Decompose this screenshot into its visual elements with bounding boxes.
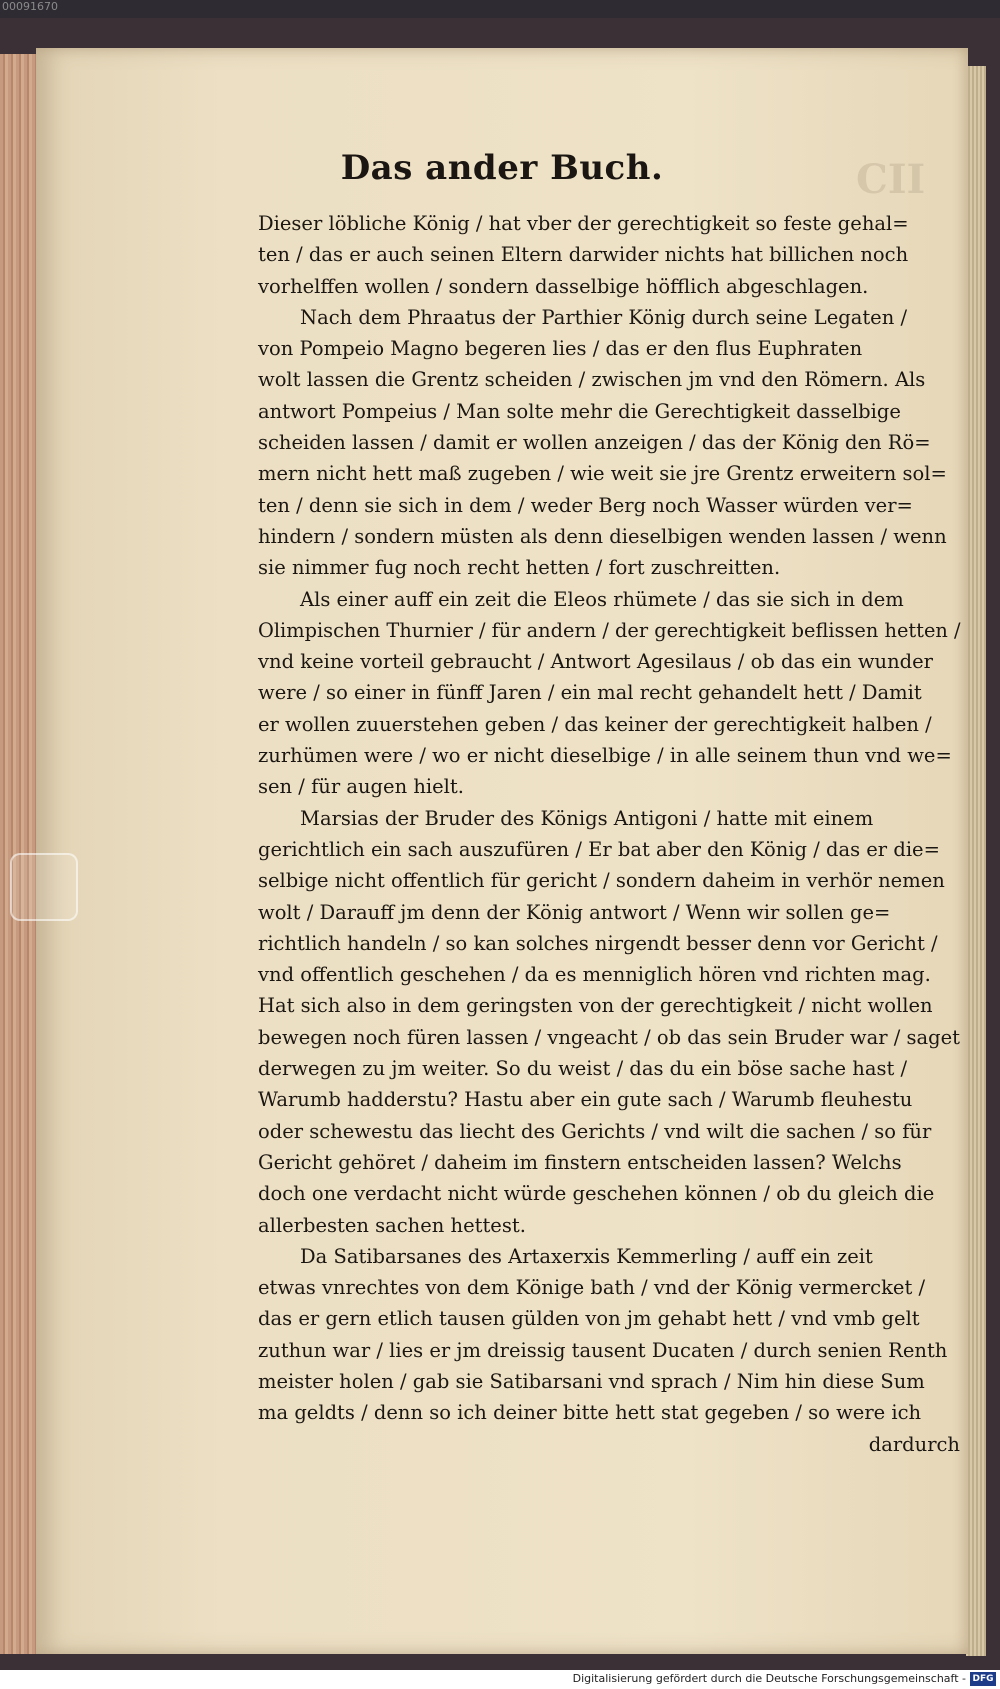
text-line: etwas vnrechtes von dem Könige bath / vnd der König vermercket / <box>258 1276 926 1300</box>
text-line: Als einer auff ein zeit die Eleos rhümete / das sie sich in dem <box>300 587 904 611</box>
text-line: Hat sich also in dem geringsten von der gerechtigkeit / nicht wollen <box>258 994 933 1018</box>
book-page <box>36 48 968 1654</box>
book-scan <box>0 18 1000 1670</box>
scan-id-label: 00091670 <box>2 0 58 13</box>
text-line: hindern / sondern müsten als denn dieselbigen wenden lassen / wenn <box>258 524 947 548</box>
text-line: oder schewestu das liecht des Gerichts / vnd wilt die sachen / so für <box>258 1119 932 1143</box>
text-line: Dieser löbliche König / hat vber der gerechtigkeit so feste gehal= <box>258 212 909 235</box>
text-line: zurhümen were / wo er nicht dieselbige / in alle seinem thun vnd we= <box>258 744 952 768</box>
dfg-logo: DFG <box>970 1672 996 1686</box>
text-line: Marsias der Bruder des Königs Antigoni / hatte mit einem <box>300 806 874 830</box>
text-line: das er gern etlich tausen gülden von jm gehabt hett / vnd vmb gelt <box>258 1307 920 1331</box>
text-line: Gericht gehöret / daheim im finstern entscheiden lassen? Welchs <box>258 1150 902 1174</box>
text-line: wolt / Darauff jm denn der König antwort / Wenn wir sollen ge= <box>258 900 891 924</box>
page-edges-right <box>966 66 986 1656</box>
text-line: derwegen zu jm weiter. So du weist / das du ein böse sache hast / <box>258 1057 908 1081</box>
text-line: bewegen noch füren lassen / vngeacht / ob das sein Bruder war / saget <box>258 1025 960 1049</box>
catchword: dardurch <box>868 1432 960 1456</box>
text-line: selbige nicht offentlich für gericht / sondern daheim in verhör nemen <box>258 869 945 893</box>
text-line: were / so einer in fünff Jaren / ein mal recht gehandelt hett / Damit <box>258 681 922 705</box>
text-line: gerichtlich ein sach auszufüren / Er bat aber den König / das er die= <box>258 837 940 861</box>
text-line: vnd keine vorteil gebraucht / Antwort Agesilaus / ob das ein wunder <box>258 650 933 674</box>
body-text <box>258 208 960 1460</box>
text-line: von Pompeio Magno begeren lies / das er den flus Euphraten <box>258 337 863 361</box>
text-line: Da Satibarsanes des Artaxerxis Kemmerling / auff ein zeit <box>300 1244 873 1268</box>
text-line: ma geldts / denn so ich deiner bitte hett stat gegeben / so were ich <box>258 1401 922 1425</box>
text-line: er wollen zuuerstehen geben / das keiner der gerechtigkeit halben / <box>258 712 932 736</box>
text-line: antwort Pompeius / Man solte mehr die Gerechtigkeit dasselbige <box>258 399 901 423</box>
text-line: Olimpischen Thurnier / für andern / der gerechtigkeit beflissen hetten / <box>258 618 961 642</box>
text-line: meister holen / gab sie Satibarsani vnd sprach / Nim hin diese Sum <box>258 1369 925 1393</box>
text-line: Warumb hadderstu? Hastu aber ein gute sach / Warumb fleuhestu <box>258 1088 913 1112</box>
footer-bar <box>0 1670 1000 1689</box>
footer-credit: Digitalisierung gefördert durch die Deutsche Forschungsgemeinschaft - <box>572 1672 966 1685</box>
text-line: sen / für augen hielt. <box>258 775 464 799</box>
text-line: zuthun war / lies er jm dreissig tausent Ducaten / durch senien Renth <box>258 1338 948 1362</box>
page-heading: Das ander Buch. <box>340 148 664 188</box>
text-line: doch one verdacht nicht würde geschehen können / ob du gleich die <box>258 1182 935 1206</box>
text-line: allerbesten sachen hettest. <box>258 1213 526 1237</box>
text-line: sie nimmer fug noch recht hetten / fort zuschreitten. <box>258 556 781 580</box>
text-line: vnd offentlich geschehen / da es menniglich hören vnd richten mag. <box>258 963 931 987</box>
text-line: scheiden lassen / damit er wollen anzeigen / das der König den Rö= <box>258 431 931 455</box>
text-line: wolt lassen die Grentz scheiden / zwischen jm vnd den Römern. Als <box>258 368 926 392</box>
text-line: Nach dem Phraatus der Parthier König durch seine Legaten / <box>300 305 908 329</box>
page-clip <box>10 853 78 921</box>
text-line: ten / denn sie sich in dem / weder Berg noch Wasser würden ver= <box>258 493 913 517</box>
text-line: mern nicht hett maß zugeben / wie weit sie jre Grentz erweitern sol= <box>258 462 947 486</box>
text-line: richtlich handeln / so kan solches nirgendt besser denn vor Gericht / <box>258 931 938 955</box>
show-through-text: CII <box>856 156 926 203</box>
text-line: ten / das er auch seinen Eltern darwider nichts hat billichen noch <box>258 243 909 267</box>
text-line: vorhelffen wollen / sondern dasselbige höfflich abgeschlagen. <box>258 274 869 298</box>
